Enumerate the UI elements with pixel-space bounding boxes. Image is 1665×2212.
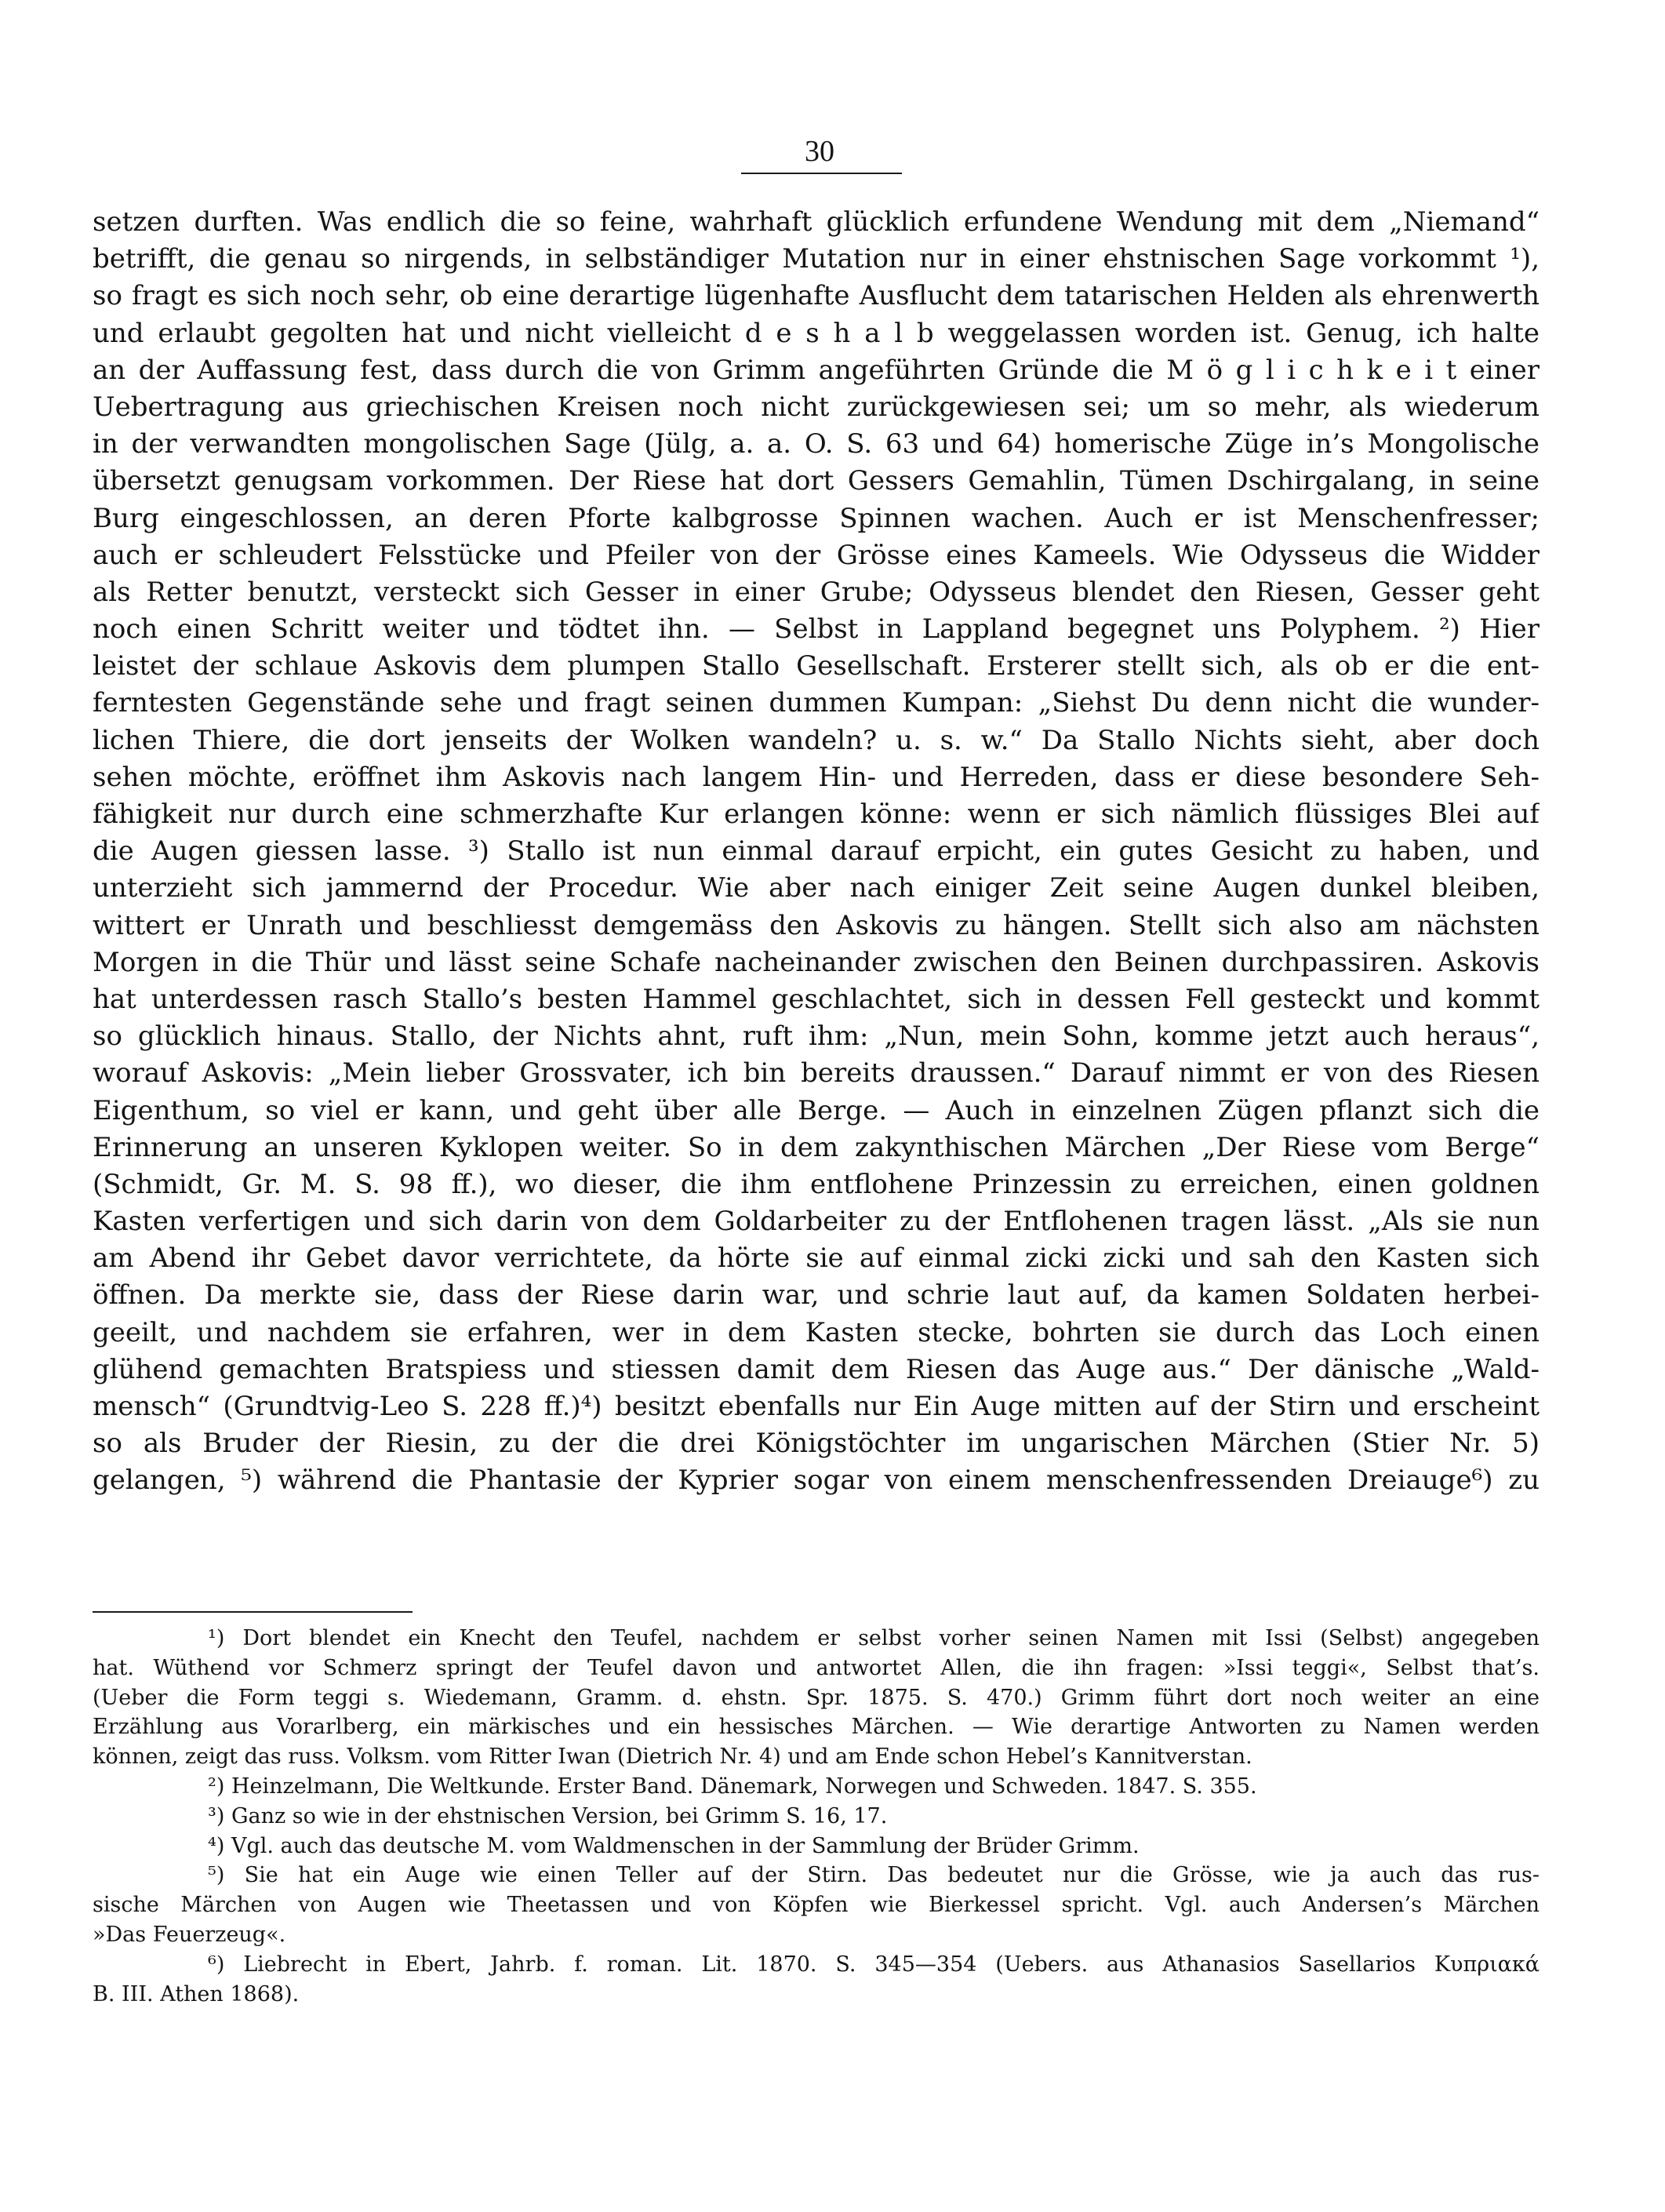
body-line: leistet der schlaue Askovis dem plumpen Stallo Gesellschaft. Ersterer stellt sich, als ob er die ent- [93, 650, 1540, 682]
body-line: (Schmidt, Gr. M. S. 98 ff.), wo dieser, die ihm entflohene Prinzessin zu erreichen, einen goldnen [93, 1168, 1540, 1200]
body-line: hat unterdessen rasch Stallo’s besten Hammel geschlachtet, sich in dessen Fell gesteckt und kommt [93, 983, 1540, 1015]
body-line: Eigenthum, so viel er kann, und geht über alle Berge. — Auch in einzelnen Zügen pflanzt sich die [93, 1094, 1540, 1126]
page-number-rule [741, 173, 902, 174]
body-line: geeilt, und nachdem sie erfahren, wer in dem Kasten stecke, bohrten sie durch das Loch einen [93, 1316, 1540, 1348]
body-line: gelangen, ⁵) während die Phantasie der Kyprier sogar von einem menschenfressenden Dreiauge⁶) zu [93, 1464, 1540, 1497]
footnote-1-cont: hat. Wüthend vor Schmerz springt der Teufel davon und antwortet Allen, die ihn fragen: »Issi teggi«, Selbst that’s. [93, 1655, 1540, 1680]
body-line: setzen durften. Was endlich die so feine, wahrhaft glücklich erfundene Wendung mit dem „Niemand“ [93, 206, 1540, 238]
page-number: 30 [805, 135, 834, 168]
body-line: unterzieht sich jammernd der Procedur. Wie aber nach einiger Zeit seine Augen dunkel bleiben, [93, 872, 1540, 904]
body-line: mensch“ (Grundtvig-Leo S. 228 ff.)⁴) besitzt ebenfalls nur Ein Auge mitten auf der Stirn und erscheint [93, 1391, 1540, 1422]
footnote-1: ¹) Dort blendet ein Knecht den Teufel, nachdem er selbst vorher seinen Namen mit Issi (Selbst) angegeben [208, 1626, 1540, 1650]
body-line: Uebertragung aus griechischen Kreisen noch nicht zurückgewiesen sei; um so mehr, als wiederum [93, 391, 1540, 423]
body-line: lichen Thiere, die dort jenseits der Wolken wandeln? u. s. w.“ Da Stallo Nichts sieht, aber doch [93, 724, 1540, 756]
body-line: auch er schleudert Felsstücke und Pfeiler von der Grösse eines Kameels. Wie Odysseus die Widder [93, 539, 1540, 571]
body-line: so glücklich hinaus. Stallo, der Nichts ahnt, ruft ihm: „Nun, mein Sohn, komme jetzt auch heraus“, [93, 1021, 1540, 1053]
body-line: Burg eingeschlossen, an deren Pforte kalbgrosse Spinnen wachen. Auch er ist Menschenfresser; [93, 502, 1540, 534]
body-line: so fragt es sich noch sehr, ob eine derartige lügenhafte Ausflucht dem tatarischen Helden als ehrenwerth [93, 280, 1540, 312]
body-line: übersetzt genugsam vorkommen. Der Riese hat dort Gessers Gemahlin, Tümen Dschirgalang, in seine [93, 465, 1540, 497]
footnote-5: ⁵) Sie hat ein Auge wie einen Teller auf der Stirn. Das bedeutet nur die Grösse, wie ja auch das rus- [208, 1863, 1540, 1888]
body-line: wittert er Unrath und beschliesst demgemäss den Askovis zu hängen. Stellt sich also am nächsten [93, 909, 1540, 941]
body-line: die Augen giessen lasse. ³) Stallo ist nun einmal darauf erpicht, ein gutes Gesicht zu haben, und [93, 835, 1540, 868]
footnote-5-cont: sische Märchen von Augen wie Theetassen und von Köpfen wie Bierkessel spricht. Vgl. auch Andersen’s Märchen [93, 1893, 1540, 1918]
body-line: Morgen in die Thür und lässt seine Schafe nacheinander zwischen den Beinen durchpassiren. Askovis [93, 946, 1540, 978]
body-line: in der verwandten mongolischen Sage (Jülg, a. a. O. S. 63 und 64) homerische Züge in’s Mongolische [93, 428, 1540, 460]
footnote-6-cont: B. III. Athen 1868). [93, 1981, 300, 2006]
body-line: als Retter benutzt, versteckt sich Gesser in einer Grube; Odysseus blendet den Riesen, Gesser geht [93, 576, 1540, 608]
body-line: betrifft, die genau so nirgends, in selbständiger Mutation nur in einer ehstnischen Sage vorkommt ¹), [93, 243, 1540, 275]
body-line: worauf Askovis: „Mein lieber Grossvater, ich bin bereits draussen.“ Darauf nimmt er von des Riesen [93, 1057, 1540, 1090]
body-line: glühend gemachten Bratspiess und stiessen damit dem Riesen das Auge aus.“ Der dänische „Wald- [93, 1353, 1540, 1385]
body-line: und erlaubt gegolten hat und nicht vielleicht d e s h a l b weggelassen worden ist. Genug, ich halte [93, 317, 1540, 349]
body-text [93, 204, 1540, 1500]
body-line: noch einen Schritt weiter und tödtet ihn. — Selbst in Lappland begegnet uns Polyphem. ²) Hier [93, 613, 1540, 646]
footnote-5-cont: »Das Feuerzeug«. [93, 1922, 286, 1947]
body-line: fähigkeit nur durch eine schmerzhafte Kur erlangen könne: wenn er sich nämlich flüssiges Blei auf [93, 799, 1540, 830]
footnote-3: ³) Ganz so wie in der ehstnischen Version, bei Grimm S. 16, 17. [208, 1803, 888, 1828]
footnote-1-cont: können, zeigt das russ. Volksm. vom Ritter Iwan (Dietrich Nr. 4) und am Ende schon Hebel’s Kannitverstan. [93, 1744, 1252, 1770]
body-line: so als Bruder der Riesin, zu der die drei Königstöchter im ungarischen Märchen (Stier Nr. 5) [93, 1428, 1540, 1460]
body-line: Erinnerung an unseren Kyklopen weiter. So in dem zakynthischen Märchen „Der Riese vom Berge“ [93, 1131, 1540, 1163]
footnote-rule [93, 1611, 413, 1613]
body-line: Kasten verfertigen und sich darin von dem Goldarbeiter zu der Entflohenen tragen lässt. „Als sie nun [93, 1206, 1540, 1238]
body-line: sehen möchte, eröffnet ihm Askovis nach langem Hin- und Herreden, dass er diese besondere Seh- [93, 761, 1540, 793]
footnotes [93, 1624, 1540, 2009]
body-line: an der Auffassung fest, dass durch die von Grimm angeführten Gründe die M ö g l i c h k e i t einer [93, 354, 1540, 386]
body-line: ferntesten Gegenstände sehe und fragt seinen dummen Kumpan: „Siehst Du denn nicht die wunder- [93, 687, 1540, 719]
footnote-6: ⁶) Liebrecht in Ebert, Jahrb. f. roman. Lit. 1870. S. 345—354 (Uebers. aus Athanasios Sasellarios Κυπριακά [208, 1952, 1540, 1977]
footnote-2: ²) Heinzelmann, Die Weltkunde. Erster Band. Dänemark, Norwegen und Schweden. 1847. S. 355. [208, 1774, 1257, 1799]
footnote-4: ⁴) Vgl. auch das deutsche M. vom Waldmenschen in der Sammlung der Brüder Grimm. [208, 1833, 1140, 1858]
footnote-1-cont: Erzählung aus Vorarlberg, ein märkisches und ein hessisches Märchen. — Wie derartige Antworten zu Namen werden [93, 1715, 1540, 1740]
body-line: öffnen. Da merkte sie, dass der Riese darin war, und schrie laut auf, da kamen Soldaten herbei- [93, 1279, 1540, 1312]
footnote-1-cont: (Ueber die Form teggi s. Wiedemann, Gramm. d. ehstn. Spr. 1875. S. 470.) Grimm führt dort noch weiter an eine [93, 1685, 1540, 1710]
body-line: am Abend ihr Gebet davor verrichtete, da hörte sie auf einmal zicki zicki und sah den Kasten sich [93, 1242, 1540, 1275]
